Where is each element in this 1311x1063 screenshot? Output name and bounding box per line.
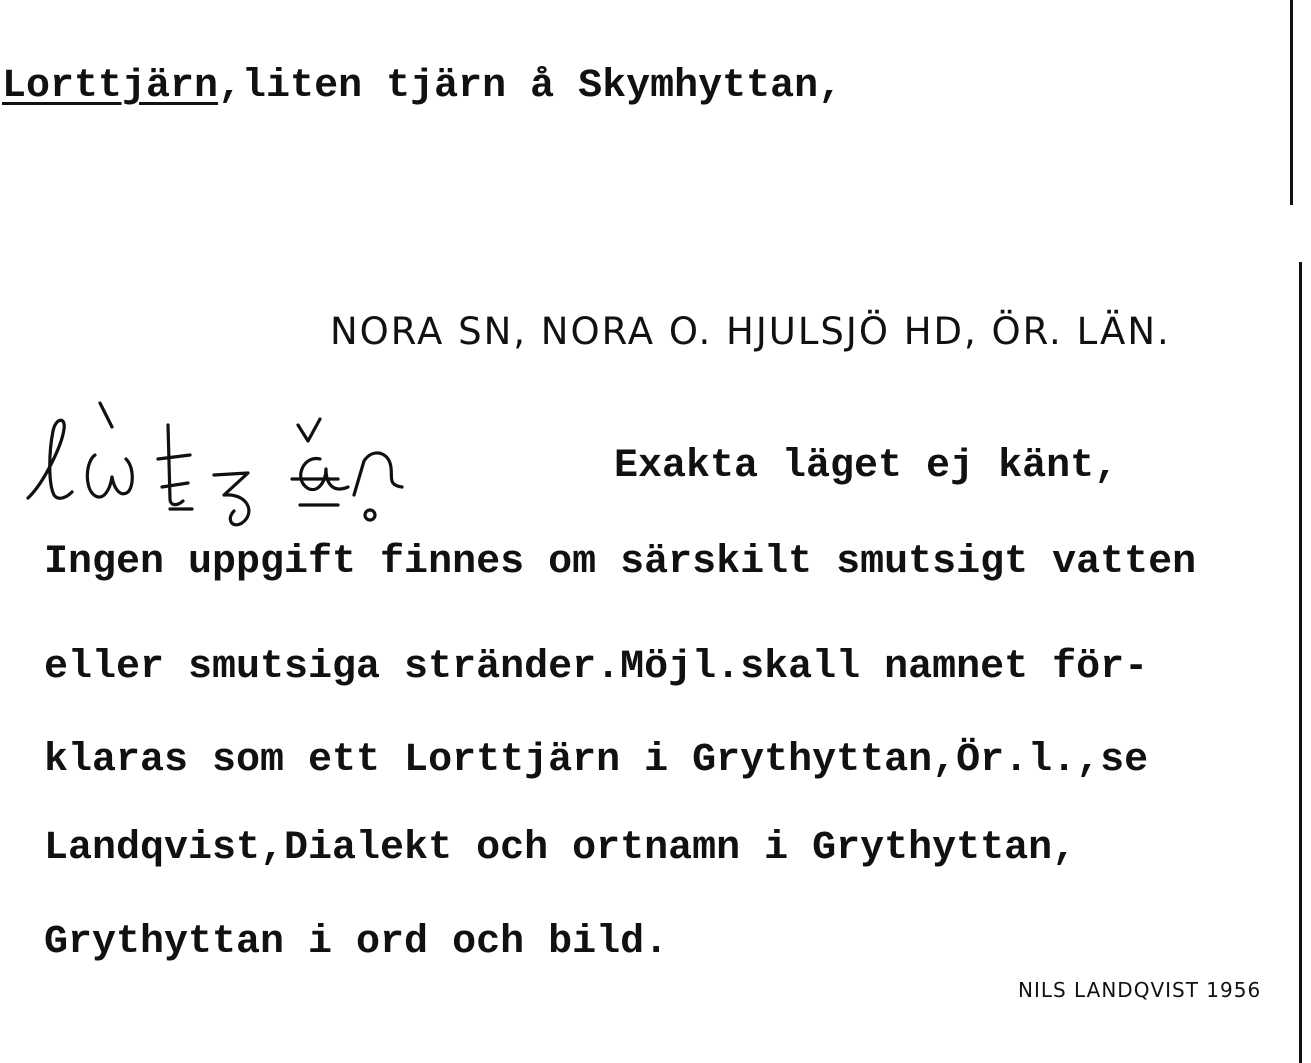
headword: Lorttjärn <box>2 64 219 109</box>
body-line-2: eller smutsiga stränder.Möjl.skall namnet för- <box>44 645 1149 690</box>
phonetic-transcription-handwriting <box>20 395 420 535</box>
card-edge-line-top <box>1290 0 1293 205</box>
body-line-3: klaras som ett Lorttjärn i Grythyttan,Ör.l.,se <box>44 738 1149 783</box>
headword-line <box>2 64 842 109</box>
headword-description: ,liten tjärn å Skymhyttan, <box>218 64 843 109</box>
body-line-4: Landqvist,Dialekt och ortnamn i Grythyttan, <box>44 826 1077 871</box>
body-line-5: Grythyttan i ord och bild. <box>44 920 669 965</box>
parish-district-county: NORA SN, NORA O. HJULSJÖ HD, ÖR. LÄN. <box>330 310 1171 353</box>
collector-signature: NILS LANDQVIST 1956 <box>1018 978 1262 1002</box>
body-line-1: Ingen uppgift finnes om särskilt smutsigt vatten <box>44 540 1197 585</box>
card-edge-line-bottom <box>1299 262 1302 1063</box>
location-note: Exakta läget ej känt, <box>614 444 1119 489</box>
